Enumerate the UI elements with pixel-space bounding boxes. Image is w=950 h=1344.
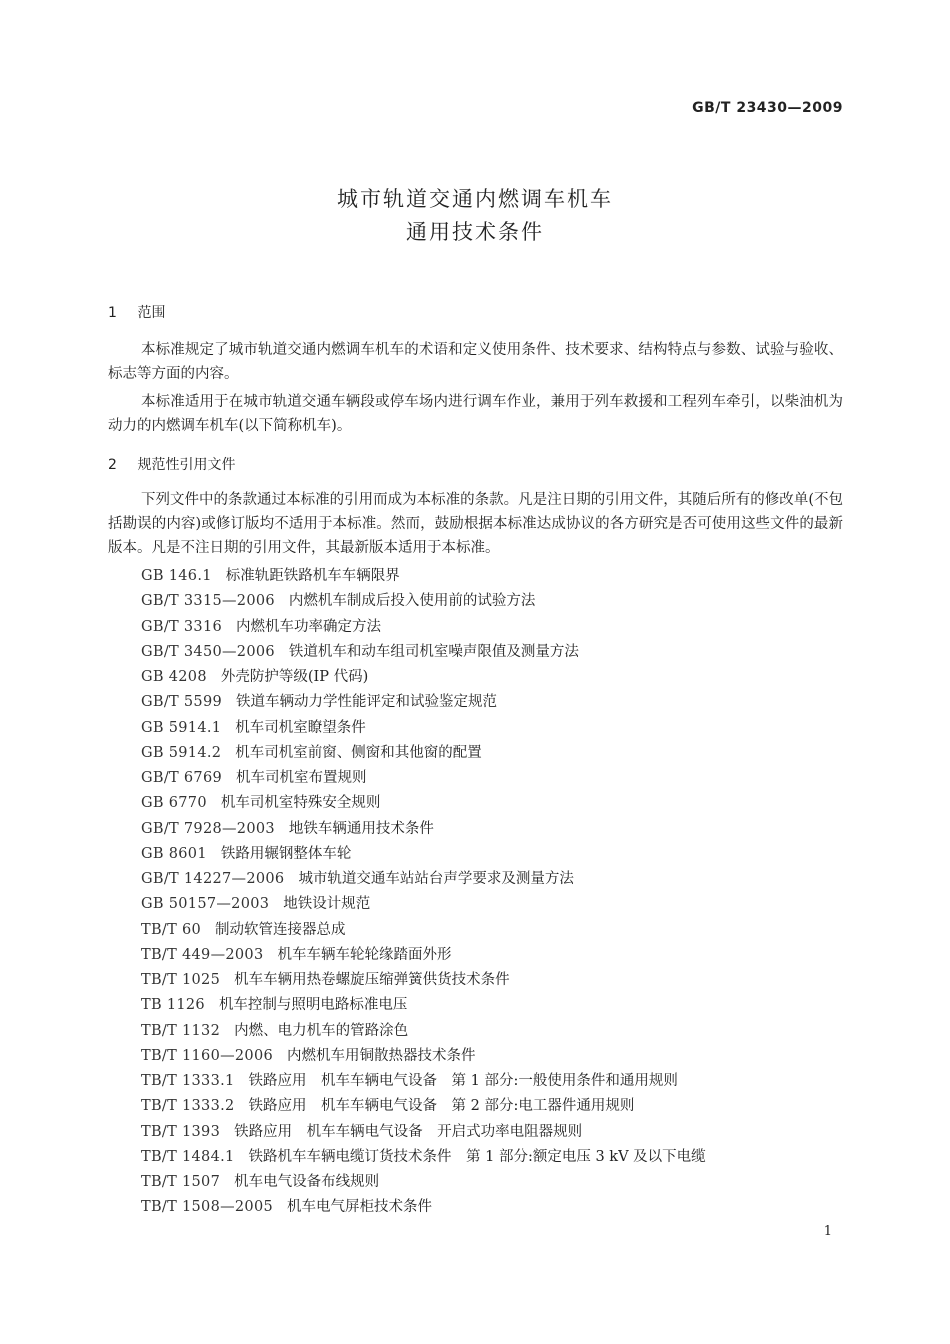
reference-item [141,615,706,640]
reference-title: 机车司机室瞭望条件 [235,719,366,736]
references-intro: 下列文件中的条款通过本标准的引用而成为本标准的条款。凡是注日期的引用文件，其随后所有的修改单(不包括勘误的内容)或修订版均不适用于本标准。然而，鼓励根据本标准达成协议的各方研究是否可使用这些文件的最新版本。凡是不注日期的引用文件，其最新版本适用于本标准。 [108,492,843,556]
reference-title: 机车控制与照明电路标准电压 [218,997,408,1014]
reference-item [141,766,706,791]
reference-code: TB/T 1393 [141,1123,221,1140]
reference-code: TB/T 1160—2006 [141,1047,273,1064]
reference-title: 铁路机车车辆电缆订货技术条件 第 1 部分:额定电压 3 kV 及以下电缆 [248,1148,706,1165]
reference-title: 机车司机室布置规则 [236,770,367,786]
reference-item [141,1195,706,1220]
reference-item [141,1044,706,1069]
reference-item [141,817,706,842]
reference-item [141,741,706,766]
reference-item [141,968,706,993]
reference-code: GB 146.1 [141,568,212,584]
reference-item [141,1069,706,1094]
reference-item [141,1019,706,1044]
reference-code: TB/T 1333.2 [141,1098,235,1115]
reference-item [141,1145,706,1170]
reference-item [141,665,706,690]
reference-title: 内燃机车制成后投入使用前的试验方法 [288,593,536,610]
reference-title: 铁路应用 机车车辆电气设备 第 2 部分:电工器件通用规则 [248,1098,635,1115]
reference-item [141,690,706,715]
reference-title: 机车车辆用热卷螺旋压缩弹簧供货技术条件 [234,972,510,988]
scope-paragraph-1: 本标准规定了城市轨道交通内燃调车机车的术语和定义使用条件、技术要求、结构特点与参数、试验与验收、标志等方面的内容。 [108,342,843,382]
reference-item [141,1094,706,1119]
reference-code: TB/T 1484.1 [141,1148,235,1165]
reference-code: TB/T 60 [141,921,202,938]
reference-title: 制动软管连接器总成 [215,921,346,938]
scope-paragraph-2: 本标准适用于在城市轨道交通车辆段或停车场内进行调车作业，兼用于列车救援和工程列车牵引，以柴油机为动力的内燃调车机车(以下简称机车)。 [108,394,843,434]
title-line-1: 城市轨道交通内燃调车机车 [337,187,613,211]
reference-item [141,943,706,968]
section-1-heading [108,302,165,322]
reference-code: GB 5914.2 [141,744,222,761]
reference-code: GB/T 3450—2006 [141,643,275,660]
reference-code: GB/T 5599 [141,694,223,711]
reference-title: 地铁设计规范 [283,896,371,913]
reference-code: TB/T 1508—2005 [141,1199,273,1216]
reference-item [141,589,706,614]
reference-title: 内燃、电力机车的管路涂色 [234,1022,409,1039]
reference-item [141,640,706,665]
reference-code: TB/T 1333.1 [141,1073,235,1089]
reference-code: GB/T 3315—2006 [141,593,275,610]
reference-title: 机车电气设备布线规则 [234,1174,380,1190]
reference-code: GB 50157—2003 [141,896,270,913]
reference-title: 机车电气屏柜技术条件 [287,1199,432,1216]
section-1-number: 1 [108,305,117,321]
title-line-2: 通用技术条件 [406,220,544,244]
reference-item [141,842,706,867]
reference-item [141,993,706,1018]
section-2-number: 2 [108,457,117,473]
reference-title: 铁道车辆动力学性能评定和试验鉴定规范 [236,694,498,711]
reference-code: TB/T 1132 [141,1022,221,1039]
reference-title: 城市轨道交通车站站台声学要求及测量方法 [298,871,574,887]
reference-title: 标准轨距铁路机车车辆限界 [225,568,400,584]
reference-title: 机车司机室特殊安全规则 [220,795,381,812]
reference-item [141,716,706,741]
reference-code: GB 8601 [141,845,207,862]
reference-title: 铁路应用 机车车辆电气设备 第 1 部分:一般使用条件和通用规则 [248,1073,678,1089]
reference-title: 机车司机室前窗、侧窗和其他窗的配置 [235,744,482,761]
reference-code: GB/T 14227—2006 [141,871,285,887]
section-1-title: 范围 [137,305,166,321]
reference-code: TB 1126 [141,997,205,1014]
reference-code: GB 6770 [141,795,207,812]
section-2-heading [108,454,235,474]
reference-title: 铁路用辗钢整体车轮 [220,845,352,862]
reference-item [141,918,706,943]
reference-item [141,564,706,589]
reference-title: 外壳防护等级(IP 代码) [220,669,369,685]
reference-code: GB/T 6769 [141,770,223,786]
reference-title: 内燃机车功率确定方法 [236,618,382,635]
reference-code: GB 4208 [141,669,207,685]
reference-title: 铁路应用 机车车辆电气设备 开启式功率电阻器规则 [234,1123,583,1140]
reference-item [141,1170,706,1195]
reference-code: TB/T 449—2003 [141,946,264,963]
reference-code: GB/T 7928—2003 [141,820,275,837]
reference-title: 地铁车辆通用技术条件 [288,820,434,837]
standard-number: GB/T 23430—2009 [692,100,843,116]
reference-title: 内燃机车用铜散热器技术条件 [287,1047,476,1064]
page-number: 1 [823,1224,832,1239]
reference-list [141,564,706,1221]
section-2-title: 规范性引用文件 [137,457,236,473]
reference-item [141,1120,706,1145]
reference-code: GB 5914.1 [141,719,222,736]
reference-item [141,791,706,816]
reference-item [141,892,706,917]
reference-code: TB/T 1507 [141,1174,221,1190]
reference-title: 机车车辆车轮轮缘踏面外形 [277,946,452,963]
reference-code: TB/T 1025 [141,972,221,988]
reference-item [141,867,706,892]
document-title [0,183,950,249]
reference-title: 铁道机车和动车组司机室噪声限值及测量方法 [288,643,579,660]
reference-code: GB/T 3316 [141,618,223,635]
